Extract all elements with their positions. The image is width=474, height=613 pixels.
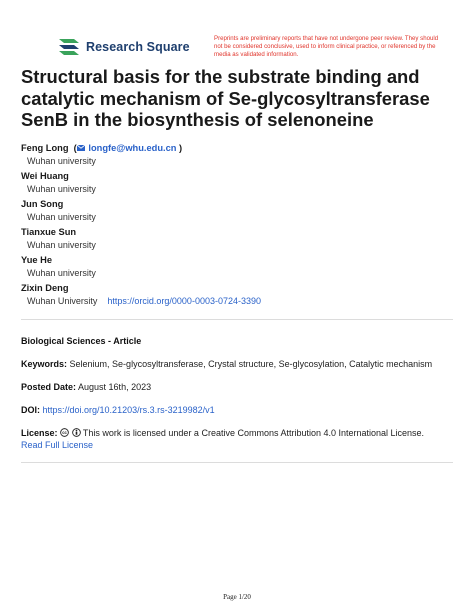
author-list bbox=[21, 142, 461, 310]
header bbox=[0, 0, 474, 66]
page-number: Page 1/20 bbox=[223, 593, 251, 601]
doi-link[interactable]: https://doi.org/10.21203/rs.3.rs-3219982/v1 bbox=[42, 405, 215, 415]
license-label: License: bbox=[21, 428, 58, 438]
posted-date bbox=[21, 381, 453, 393]
author-entry bbox=[21, 170, 461, 196]
author-entry bbox=[21, 254, 461, 280]
doi bbox=[21, 404, 453, 416]
author-entry bbox=[21, 198, 461, 224]
author-affiliation: Wuhan university bbox=[27, 156, 96, 166]
posted-date-value: August 16th, 2023 bbox=[78, 382, 152, 392]
keywords-label: Keywords: bbox=[21, 359, 68, 369]
orcid-link[interactable]: https://orcid.org/0000-0003-0724-3390 bbox=[107, 296, 261, 306]
author-name: Yue He bbox=[21, 255, 53, 265]
creative-commons-icon bbox=[60, 428, 69, 437]
license-text: This work is licensed under a Creative Commons Attribution 4.0 International License. bbox=[82, 428, 425, 438]
read-full-license-link[interactable]: Read Full License bbox=[21, 440, 94, 450]
keywords bbox=[21, 358, 453, 370]
research-square-logo-icon bbox=[57, 37, 82, 57]
article-type: Biological Sciences - Article bbox=[21, 336, 142, 346]
section-divider bbox=[21, 462, 453, 463]
section-divider bbox=[21, 319, 453, 320]
author-entry bbox=[21, 142, 461, 168]
author-affiliation: Wuhan university bbox=[27, 268, 96, 278]
author-affiliation: Wuhan university bbox=[27, 184, 96, 194]
envelope-icon bbox=[77, 145, 85, 151]
paper-title: Structural basis for the substrate binding and catalytic mechanism of Se-glycosyltransferase SenB in the biosynthesis of selenoneine bbox=[21, 66, 430, 130]
license bbox=[21, 427, 453, 451]
attribution-icon bbox=[72, 428, 81, 437]
posted-date-label: Posted Date: bbox=[21, 382, 77, 392]
author-name: Jun Song bbox=[21, 199, 64, 209]
author-email-link[interactable]: longfe@whu.edu.cn bbox=[77, 143, 177, 153]
author-name: Zixin Deng bbox=[21, 283, 69, 293]
brand-name: Research Square bbox=[86, 40, 190, 54]
svg-text:cc: cc bbox=[62, 430, 67, 436]
research-square-logo[interactable] bbox=[57, 36, 190, 58]
author-affiliation: Wuhan university bbox=[27, 240, 96, 250]
author-name: Tianxue Sun bbox=[21, 227, 77, 237]
author-name: Wei Huang bbox=[21, 171, 69, 181]
keywords-value: Selenium, Se-glycosyltransferase, Crystal structure, Se-glycosylation, Catalytic mechanism bbox=[69, 359, 433, 369]
author-affiliation: Wuhan University https://orcid.org/0000-0003-0724-3390 bbox=[27, 296, 261, 306]
author-entry bbox=[21, 226, 461, 252]
doi-label: DOI: bbox=[21, 405, 40, 415]
preprint-disclaimer: Preprints are preliminary reports that have not undergone peer review. They should not be considered conclusive, used to inform clinical practice, or referenced by the media as validated information. bbox=[214, 35, 439, 59]
author-entry bbox=[21, 282, 461, 308]
author-name: Feng Long ( longfe@whu.edu.cn ) bbox=[21, 143, 183, 153]
author-affiliation: Wuhan university bbox=[27, 212, 96, 222]
